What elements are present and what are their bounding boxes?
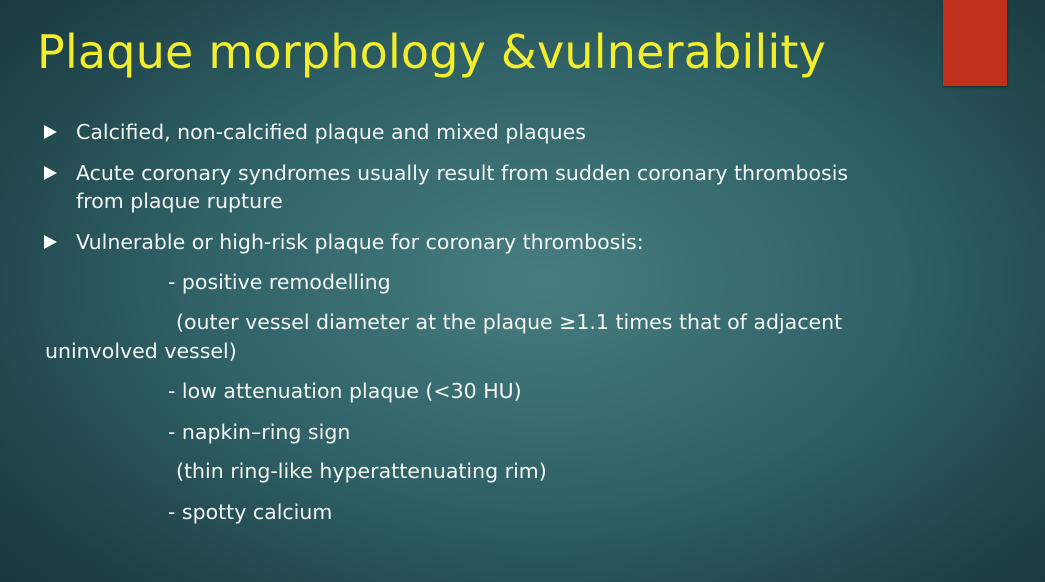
bullet-text-continued: from plaque rupture bbox=[76, 189, 283, 213]
bullet-arrow-icon bbox=[44, 125, 57, 139]
bullet-arrow-icon bbox=[44, 235, 57, 249]
sub-item: - positive remodelling bbox=[168, 270, 391, 294]
sub-item-note: (outer vessel diameter at the plaque ≥1.1 times that of adjacent bbox=[176, 310, 843, 334]
sub-item: - napkin–ring sign bbox=[168, 420, 351, 444]
bullet-text: Acute coronary syndromes usually result from sudden coronary thrombosis bbox=[76, 161, 849, 185]
bullet-text: Vulnerable or high-risk plaque for coronary thrombosis: bbox=[76, 230, 644, 254]
sub-item: - spotty calcium bbox=[168, 500, 333, 524]
bullet-arrow-icon bbox=[44, 166, 57, 180]
bullet-text: Calcified, non-calcified plaque and mixed plaques bbox=[76, 120, 586, 144]
sub-item: - low attenuation plaque (<30 HU) bbox=[168, 379, 522, 403]
sub-item-note-continued: uninvolved vessel) bbox=[45, 339, 237, 363]
sub-item-note: (thin ring-like hyperattenuating rim) bbox=[176, 459, 547, 483]
slide-title: Plaque morphology &vulnerability bbox=[37, 25, 827, 79]
